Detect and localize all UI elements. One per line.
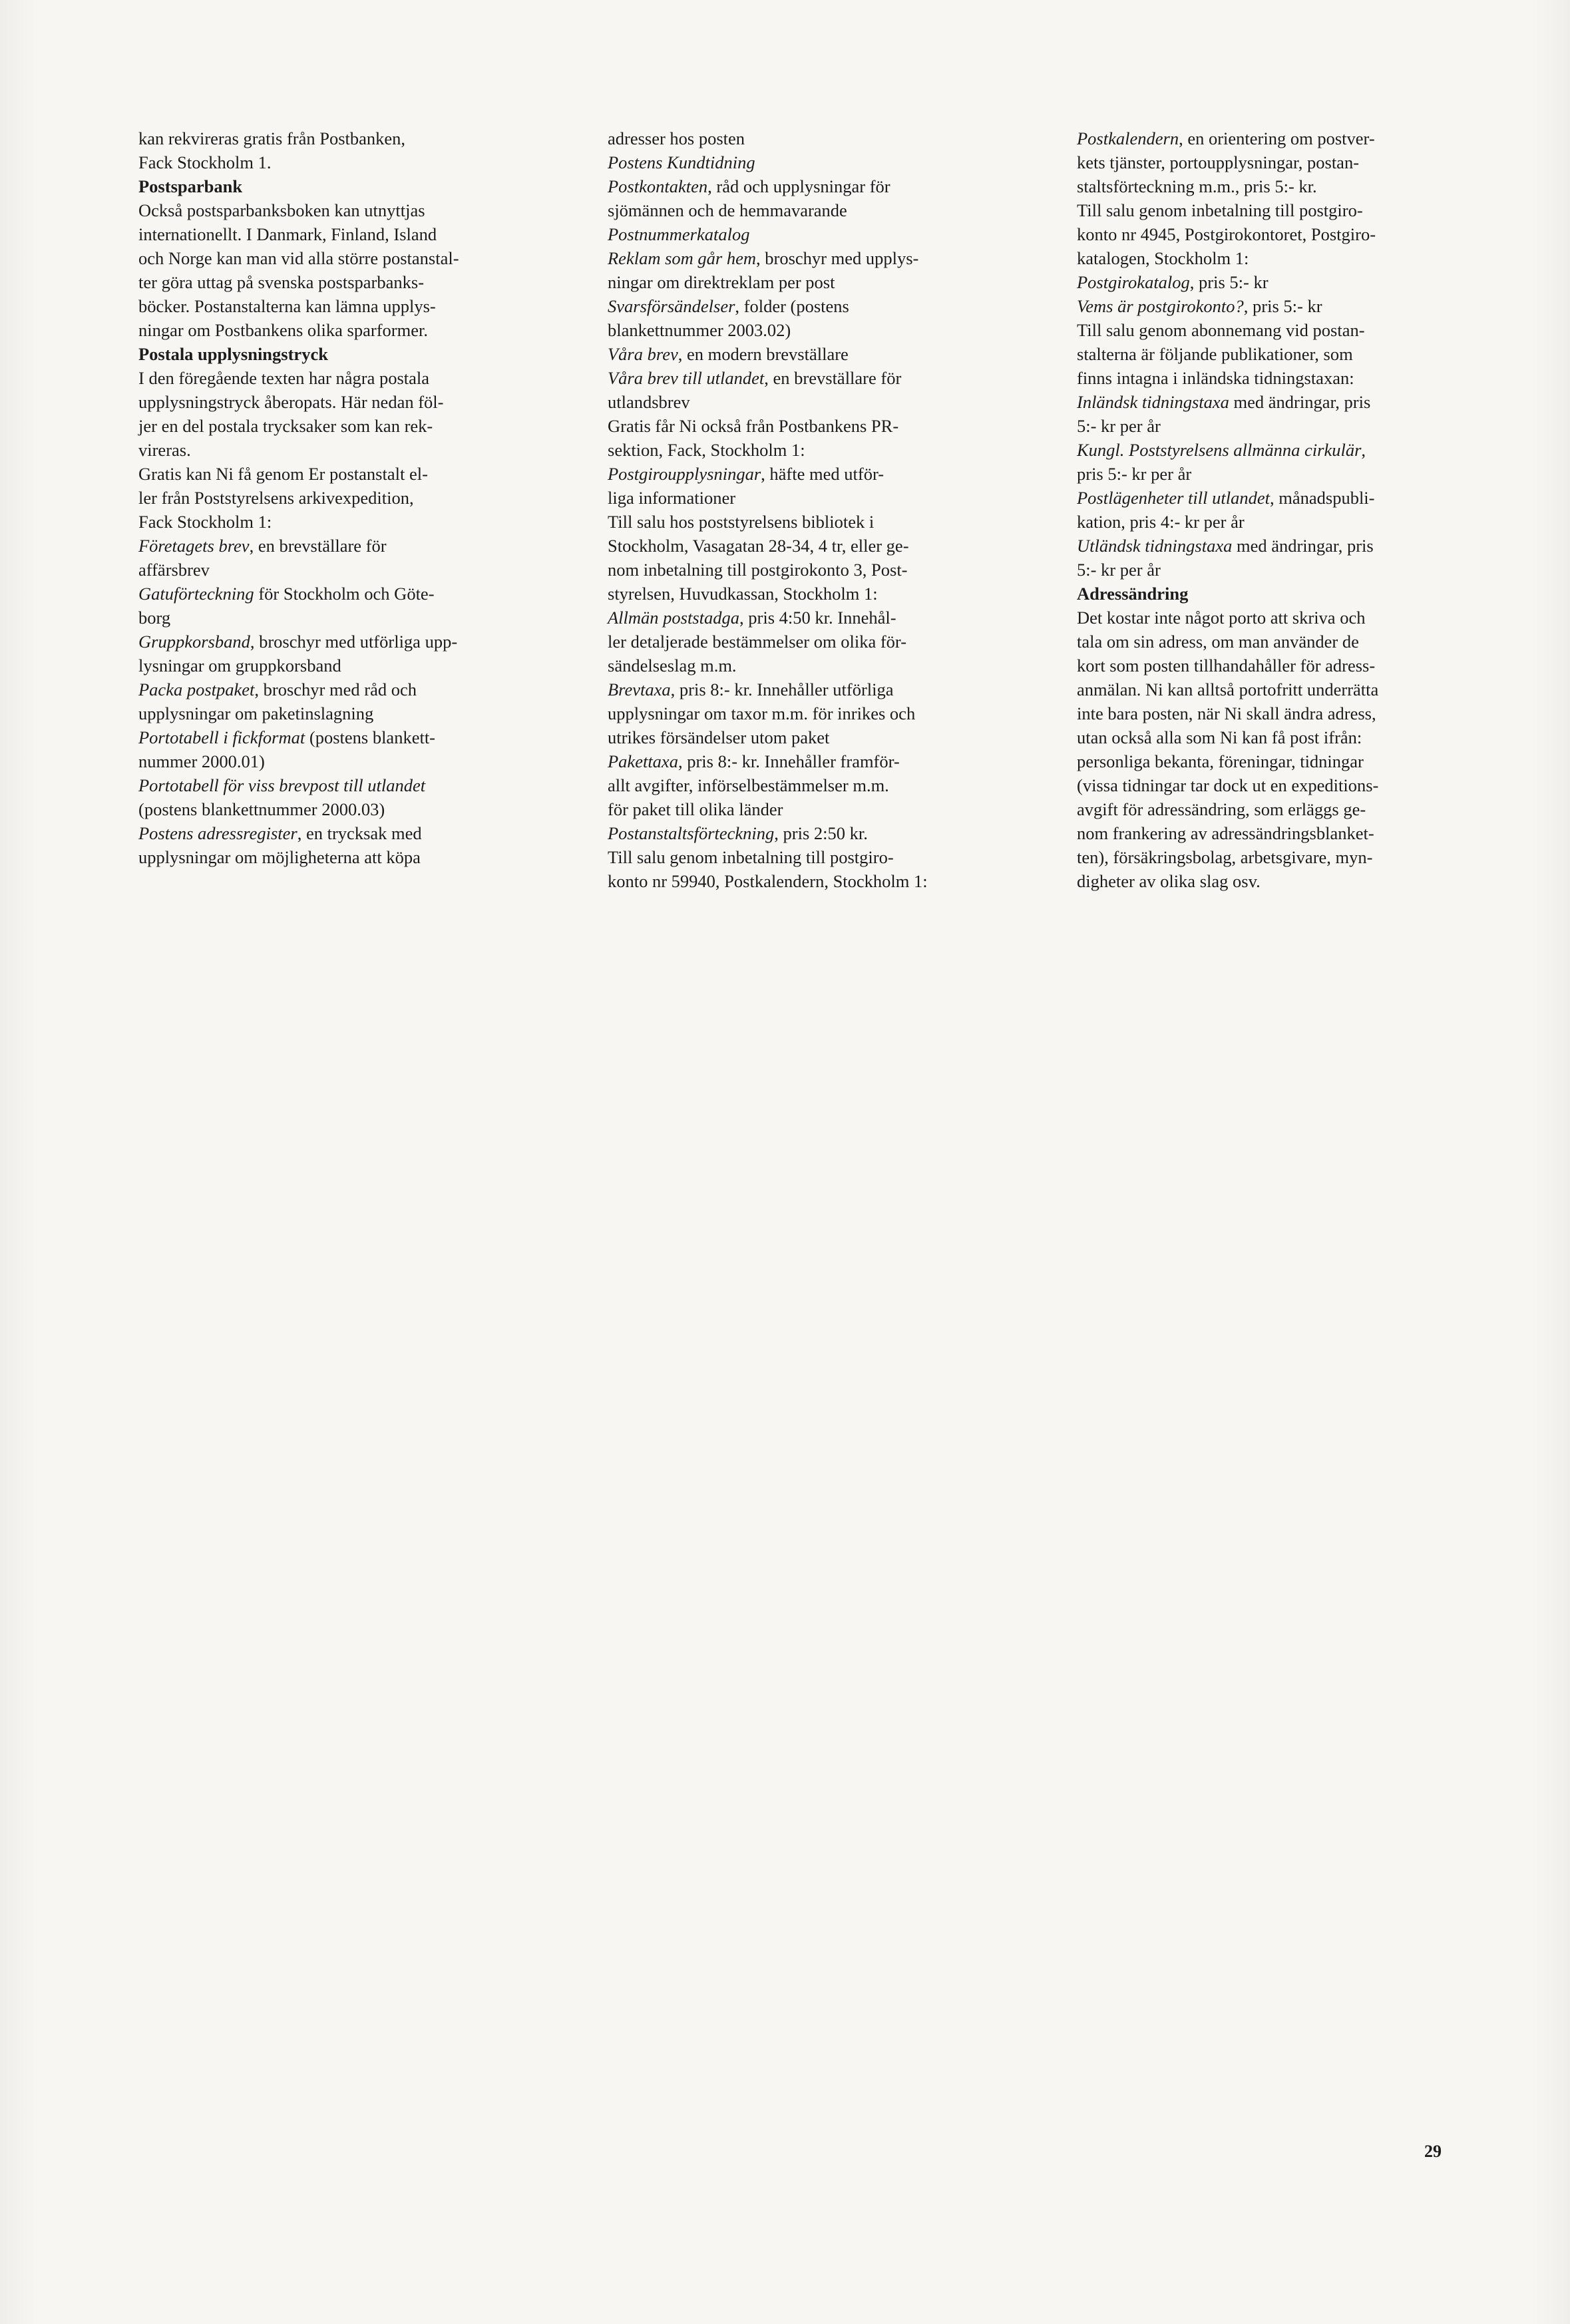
entry-paragraph <box>1077 126 1430 198</box>
body-paragraph: Till salu genom abonnemang vid postan- stalterna är följande publikationer, som finns intagna i inländska tidningstaxan: <box>1077 320 1365 388</box>
publication-title: Allmän poststadga <box>608 608 740 628</box>
entry-text: , pris 4:50 kr. Innehål- ler detaljerade bestämmelser om olika för- sändelseslag m.m. <box>608 608 907 676</box>
publication-title: Brevtaxa <box>608 679 671 699</box>
entry-text: , pris 5:- kr <box>1189 272 1269 292</box>
body-paragraph: Gratis får Ni också från Postbankens PR- sektion, Fack, Stockholm 1: <box>608 416 899 460</box>
entry-text: , broschyr med råd och upplysningar om paketinslagning <box>138 679 417 723</box>
entry-text: , pris 5:- kr <box>1243 296 1322 316</box>
publication-title: Postanstaltsförteckning <box>608 823 775 843</box>
entry-paragraph <box>608 606 960 678</box>
entry-paragraph <box>138 582 491 630</box>
entry-paragraph <box>608 294 960 342</box>
body-paragraph: I den föregående texten har några postala upplysningstryck åberopats. Här nedan föl- jer en del postala trycksaker som kan rek- vireras. <box>138 368 444 460</box>
entry-paragraph <box>138 773 491 821</box>
entry-paragraph <box>608 342 960 366</box>
entry-text: , broschyr med upplys- ningar om direktreklam per post <box>608 248 919 292</box>
entry-text: , häfte med utför- liga informationer <box>608 464 884 508</box>
publication-title: Postgiroupplysningar <box>608 464 761 484</box>
entry-paragraph <box>138 630 491 678</box>
entry-text: , en orientering om postver- kets tjänster, portoupplysningar, postan- staltsförteckning m.m., pris 5:- kr. <box>1077 128 1375 196</box>
body-paragraph: Också postsparbanksboken kan utnyttjas internationellt. I Danmark, Finland, Island och Norge kan man vid alla större postanstal- ter göra uttag på svenska postsparbanks- böcker. Postanstalterna kan lämna upplys- ningar om Postbankens olika sparformer. <box>138 200 459 340</box>
publication-title: Pakettaxa <box>608 751 678 771</box>
entry-paragraph <box>1077 438 1430 486</box>
page-number: 29 <box>1424 2142 1442 2161</box>
publication-title: Postkontakten <box>608 176 708 196</box>
publication-title: Postens Kundtidning <box>608 152 755 172</box>
publication-title: Postens adressregister <box>138 823 297 843</box>
entry-paragraph <box>1077 294 1430 318</box>
publication-title: Portotabell för viss brevpost till utlandet <box>138 775 426 795</box>
publication-title: Utländsk tidningstaxa <box>1077 536 1233 556</box>
publication-title: Reklam som går hem <box>608 248 756 268</box>
text-column-right <box>1077 126 1430 893</box>
entry-text: (postens blankett- nummer 2000.01) <box>138 727 436 771</box>
entry-paragraph <box>608 821 960 845</box>
entry-paragraph <box>608 462 960 510</box>
publication-title: Portotabell i fickformat <box>138 727 305 747</box>
entry-paragraph <box>608 366 960 414</box>
entry-text: (postens blankettnummer 2000.03) <box>138 799 385 819</box>
section-heading: Postala upplysningstryck <box>138 344 328 364</box>
entry-paragraph <box>608 246 960 294</box>
entry-paragraph <box>138 821 491 869</box>
entry-paragraph <box>138 725 491 773</box>
entry-text: med ändringar, pris 5:- kr per år <box>1077 392 1371 436</box>
publication-title: Svarsförsändelser <box>608 296 735 316</box>
body-paragraph: Till salu hos poststyrelsens bibliotek i Stockholm, Vasagatan 28-34, 4 tr, eller ge- nom inbetalning till postgirokonto 3, Post- styrelsen, Huvudkassan, Stockholm 1: <box>608 512 909 604</box>
section-heading: Adressändring <box>1077 584 1189 604</box>
entry-paragraph <box>1077 486 1430 534</box>
publication-title: Vems är postgirokonto? <box>1077 296 1244 316</box>
entry-text: med ändringar, pris 5:- kr per år <box>1077 536 1374 580</box>
publication-title: Gatuförteckning <box>138 584 254 604</box>
entry-text: , broschyr med utförliga upp- lysningar om gruppkorsband <box>138 632 458 676</box>
body-paragraph: Det kostar inte något porto att skriva och tala om sin adress, om man använder de kort som posten tillhandahåller för adress- anmälan. Ni kan alltså portofritt underrätta inte bara posten, när Ni skall ändra adress, utan också alla som Ni kan få post ifrån: personliga bekanta, föreningar, tidningar (vissa tidningar tar dock ut en expeditions- avgift för adressändring, som erläggs ge- nom frankering av adressändringsblanket- ten), försäkringsbolag, arbetsgivare, myn- digheter av olika slag osv. <box>1077 608 1379 891</box>
entry-text: , en brevställare för affärsbrev <box>138 536 387 580</box>
entry-paragraph <box>1077 270 1430 294</box>
entry-text: , månadspubli- kation, pris 4:- kr per år <box>1077 488 1375 532</box>
publication-title: Kungl. Poststyrelsens allmänna cirkulär <box>1077 440 1362 460</box>
entry-text: , folder (postens blankettnummer 2003.02) <box>608 296 849 340</box>
publication-title: Packa postpaket <box>138 679 255 699</box>
publication-title: Våra brev till utlandet <box>608 368 765 388</box>
entry-paragraph <box>138 534 491 582</box>
entry-text: för Stockholm och Göte- borg <box>138 584 435 628</box>
entry-paragraph <box>608 678 960 749</box>
entry-text: , pris 8:- kr. Innehåller framför- allt avgifter, införselbestämmelser m.m. för paket till olika länder <box>608 751 900 819</box>
section-heading: Postsparbank <box>138 176 243 196</box>
entry-paragraph <box>608 749 960 821</box>
text-column-left <box>138 126 491 869</box>
publication-title: Gruppkorsband <box>138 632 250 652</box>
publication-title: Postnummerkatalog <box>608 224 750 244</box>
publication-title: Postkalendern <box>1077 128 1179 148</box>
entry-paragraph <box>1077 390 1430 438</box>
publication-title: Inländsk tidningstaxa <box>1077 392 1229 412</box>
entry-paragraph <box>1077 534 1430 582</box>
publication-title: Företagets brev <box>138 536 250 556</box>
entry-text: , pris 5:- kr per år <box>1077 440 1366 484</box>
entry-paragraph <box>138 678 491 725</box>
body-paragraph: adresser hos posten <box>608 128 745 148</box>
entry-text: , en trycksak med upplysningar om möjligheterna att köpa <box>138 823 422 867</box>
body-paragraph: Till salu genom inbetalning till postgiro- konto nr 59940, Postkalendern, Stockholm 1: <box>608 847 928 891</box>
entry-text: , pris 8:- kr. Innehåller utförliga upplysningar om taxor m.m. för inrikes och utrikes försändelser utom paket <box>608 679 916 747</box>
publication-title: Postgirokatalog <box>1077 272 1190 292</box>
publication-title: Postlägenheter till utlandet <box>1077 488 1270 508</box>
body-paragraph: Gratis kan Ni få genom Er postanstalt el- ler från Poststyrelsens arkivexpedition, Fack Stockholm 1: <box>138 464 428 532</box>
body-paragraph: Till salu genom inbetalning till postgiro- konto nr 4945, Postgirokontoret, Postgiro- katalogen, Stockholm 1: <box>1077 200 1376 268</box>
entry-text: , pris 2:50 kr. <box>774 823 868 843</box>
entry-text: , en brevställare för utlandsbrev <box>608 368 902 412</box>
text-column-middle <box>608 126 960 893</box>
body-paragraph: kan rekvireras gratis från Postbanken, Fack Stockholm 1. <box>138 128 406 172</box>
publication-title: Våra brev <box>608 344 678 364</box>
entry-text: , en modern brevställare <box>678 344 849 364</box>
entry-text: , råd och upplysningar för sjömännen och de hemmavarande <box>608 176 890 220</box>
entry-paragraph <box>608 174 960 222</box>
